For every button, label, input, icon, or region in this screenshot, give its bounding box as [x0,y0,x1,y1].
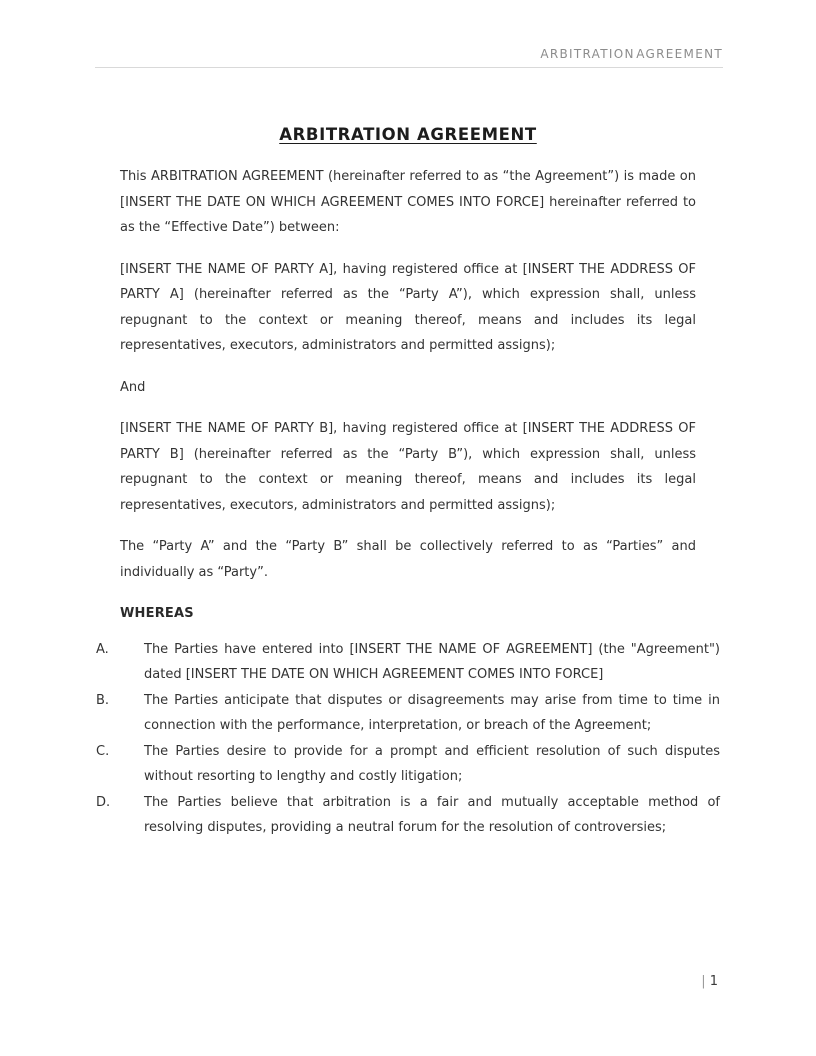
recital-letter: B. [96,692,110,708]
whereas-heading: WHEREAS [120,606,194,621]
recital-text: The Parties desire to provide for a prompt and efficient resolution of such disputes without resorting to lengthy and costly litigation; [144,743,720,784]
recital-letter: C. [96,743,110,759]
document-body [96,124,720,841]
recital-item-c [96,739,720,790]
party-b-paragraph: [INSERT THE NAME OF PARTY B], having registered office at [INSERT THE ADDRESS OF PARTY B] (hereinafter referred as the “Party B”), which expression shall, unless repugnant to the context or meaning thereof, means and includes its legal representatives, executors, administrators and permitted assigns); [120,421,696,513]
recital-text: The Parties anticipate that disputes or disagreements may arise from time to time in connection with the performance, interpretation, or breach of the Agreement; [144,692,720,733]
recital-item-b [96,688,720,739]
party-a-paragraph: [INSERT THE NAME OF PARTY A], having registered office at [INSERT THE ADDRESS OF PARTY A] (hereinafter referred as the “Party A”), which expression shall, unless repugnant to the context or meaning thereof, means and includes its legal representatives, executors, administrators and permitted assigns); [120,261,696,353]
footer-separator: | [701,974,706,989]
recital-text: The Parties have entered into [INSERT THE NAME OF AGREEMENT] (the "Agreement") dated [INSERT THE DATE ON WHICH AGREEMENT COMES INTO FORCE] [144,641,720,682]
page-footer [701,972,718,991]
recital-text: The Parties believe that arbitration is a fair and mutually acceptable method of resolving disputes, providing a neutral forum for the resolution of controversies; [144,794,720,835]
document-title: ARBITRATION AGREEMENT [279,125,537,144]
recital-letter: D. [96,794,111,810]
intro-paragraph: This ARBITRATION AGREEMENT (hereinafter referred to as “the Agreement”) is made on [INSERT THE DATE ON WHICH AGREEMENT COMES INTO FORCE] hereinafter referred to as the “Effective Date”) between: [120,169,696,235]
recital-item-a [96,637,720,688]
page-header [95,47,723,68]
parties-clause-paragraph: The “Party A” and the “Party B” shall be collectively referred to as “Parties” and individually as “Party”. [120,539,696,580]
recitals-list [96,637,720,841]
recital-item-d [96,790,720,841]
header-running-title: ARBITRATION AGREEMENT [540,47,723,61]
recital-letter: A. [96,641,109,657]
conjunction-and: And [120,379,146,395]
page-number: 1 [709,974,718,989]
